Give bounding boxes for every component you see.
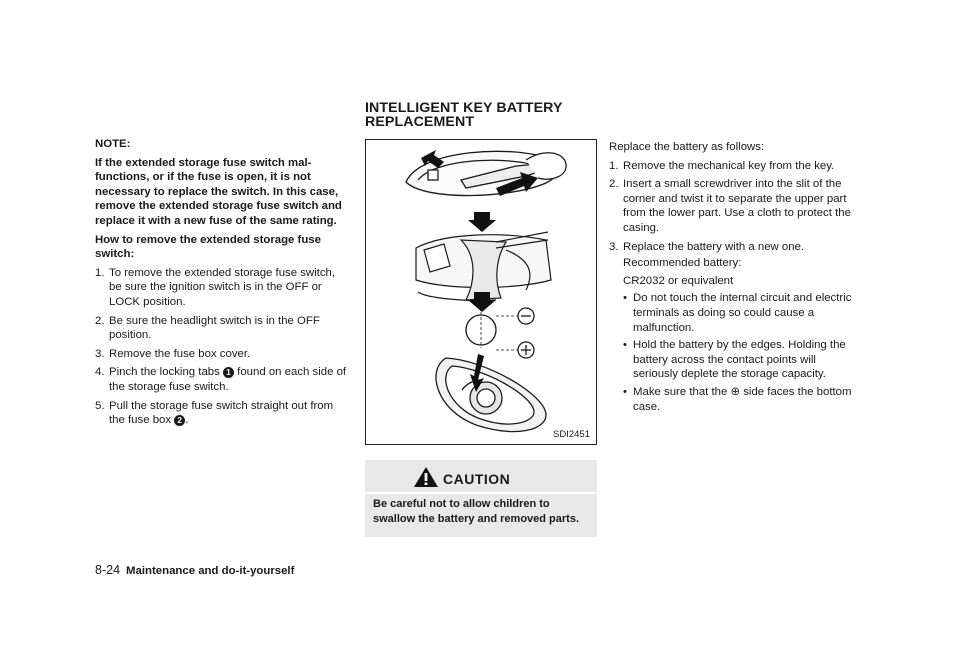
caution-header <box>365 460 597 492</box>
step-number: 2. <box>609 178 619 191</box>
step-number: 3. <box>609 240 619 253</box>
section-title <box>365 101 563 129</box>
caution-box <box>365 460 597 537</box>
list-item <box>609 159 853 174</box>
bullet-icon: • <box>623 339 627 352</box>
recommended-label: Recommended battery: <box>623 257 742 270</box>
step-number: 1. <box>609 159 619 172</box>
figure-code: SDI2451 <box>553 429 590 440</box>
callout-1-icon: 1 <box>223 367 234 378</box>
list-item <box>95 347 347 362</box>
list-item <box>95 314 347 343</box>
list-item <box>609 177 853 235</box>
bullet-text: Hold the battery by the edges. Holding the battery across the contact points will seriously deplete the storage capacity. <box>633 339 846 381</box>
step-text: Remove the mechanical key from the key. <box>623 159 835 172</box>
list-item <box>95 266 347 310</box>
list-item <box>95 365 347 394</box>
warning-icon <box>413 466 439 488</box>
section-title-line: REPLACEMENT <box>365 114 475 130</box>
caution-divider <box>365 492 597 494</box>
illustration-figure <box>365 139 597 445</box>
bullet-item <box>609 291 853 335</box>
step-text: Replace the battery with a new one. <box>623 240 805 253</box>
list-item <box>95 399 347 428</box>
step-text: found on each side of the storage fuse switch. <box>109 366 347 393</box>
note-paragraph: If the extended storage fuse switch mal-functions, or if the fuse is open, it is not necessary to replace the switch. In this case, remove the extended storage fuse switch and replace it with a new fuse of the same rating. <box>95 156 342 227</box>
callout-2-icon: 2 <box>174 415 185 426</box>
bullet-text: Make sure that the ⊕ side faces the bottom case. <box>633 385 852 413</box>
step-number: 2. <box>95 314 105 327</box>
bullet-text: Do not touch the internal circuit and electric terminals as doing so could cause a malfunction. <box>633 292 852 334</box>
list-item <box>609 240 853 255</box>
note-subheading: How to remove the extended storage fuse switch: <box>95 233 321 261</box>
bullet-item <box>609 338 853 382</box>
page-number: 8-24 <box>95 563 121 577</box>
step-number: 3. <box>95 347 105 360</box>
key-battery-illustration <box>366 140 596 444</box>
intro-text: Replace the battery as follows: <box>609 141 765 153</box>
left-column <box>95 137 347 432</box>
key-case-icon <box>436 358 546 432</box>
step-text: Pinch the locking tabs <box>109 366 220 379</box>
cloth-icon <box>416 232 551 301</box>
step-text: To remove the extended storage fuse switch, be sure the ignition switch is in the OFF or LOCK position. <box>109 266 336 308</box>
bullet-icon: • <box>623 385 627 398</box>
section-title-line: INTELLIGENT KEY BATTERY <box>365 100 563 116</box>
step-text: Remove the fuse box cover. <box>109 347 251 360</box>
step-text: Be sure the headlight switch is in the OFF position. <box>109 314 320 342</box>
caution-title: CAUTION <box>443 471 511 487</box>
bullet-item <box>609 385 853 414</box>
step-number: 5. <box>95 399 105 412</box>
bullet-icon: • <box>623 292 627 305</box>
battery-type: CR2032 or equivalent <box>623 274 734 287</box>
step-text: . <box>185 414 189 427</box>
footer-section: Maintenance and do-it-yourself <box>126 565 295 577</box>
right-column <box>609 140 853 417</box>
note-label: NOTE: <box>95 138 131 150</box>
page-footer <box>95 563 294 577</box>
step-text: Pull the storage fuse switch straight out from the fuse box <box>109 399 334 427</box>
step-text: Insert a small screwdriver into the slit of the corner and twist it to separate the upper part from the lower part. Use a cloth to protect the casing. <box>623 178 851 234</box>
caution-text: Be careful not to allow children to swallow the battery and removed parts. <box>373 498 580 525</box>
step-number: 4. <box>95 366 105 379</box>
step-number: 1. <box>95 266 105 279</box>
battery-icon <box>466 308 534 358</box>
